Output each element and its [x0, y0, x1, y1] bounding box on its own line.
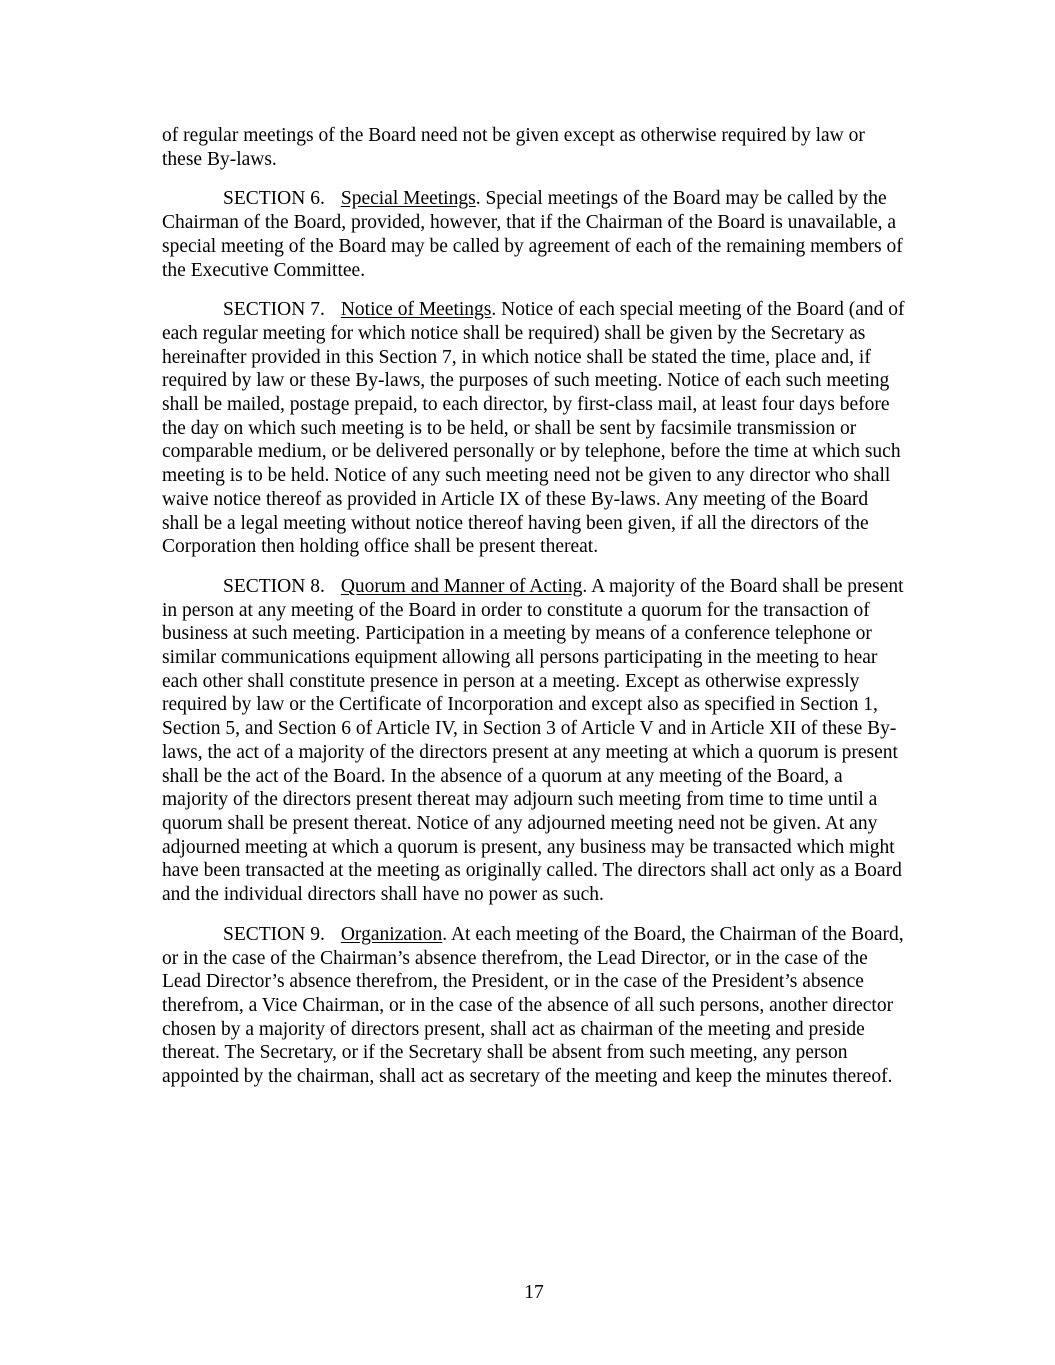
section-9-paragraph [162, 923, 907, 1089]
section-9-heading: Organization [340, 923, 443, 945]
section-6-body: . Special meetings of the Board may be called by the Chairman of the Board, provided, however, that if the Chairman of the Board is unavailable, a special meeting of the Board may be called by agreement of each of the remaining members of the Executive Committee. [162, 188, 903, 281]
page-number: 17 [524, 1282, 544, 1303]
section-8-heading: Quorum and Manner of Acting [340, 575, 583, 597]
section-9-label: SECTION 9. [223, 923, 325, 945]
section-8-label: SECTION 8. [223, 575, 325, 597]
section-7-label: SECTION 7. [223, 299, 325, 321]
continuation-paragraph: of regular meetings of the Board need not be given except as otherwise required by law or these By-laws. [162, 125, 865, 170]
section-8-paragraph [162, 575, 907, 907]
section-6-paragraph [162, 187, 907, 282]
section-6-heading: Special Meetings [340, 188, 476, 210]
section-7-body: . Notice of each special meeting of the Board (and of each regular meeting for which notice shall be required) shall be given by the Secretary as hereinafter provided in this Section 7, in which notice shall be stated the time, place and, if required by law or these By-laws, the purposes of such meeting. Notice of each such meeting shall be mailed, postage prepaid, to each director, by first-class mail, at least four days before the day on which such meeting is to be held, or shall be sent by facsimile transmission or comparable medium, or be delivered personally or by telephone, before the time at which such meeting is to be held. Notice of any such meeting need not be given to any director who shall waive notice thereof as provided in Article IX of these By-laws. Any meeting of the Board shall be a legal meeting without notice thereof having been given, if all the directors of the Corporation then holding office shall be present thereat. [162, 299, 905, 558]
section-6-label: SECTION 6. [223, 188, 325, 210]
document-page [162, 124, 907, 1105]
section-8-body: . A majority of the Board shall be present in person at any meeting of the Board in order to constitute a quorum for the transaction of business at such meeting. Participation in a meeting by means of a conference telephone or similar communications equipment allowing all persons participating in the meeting to hear each other shall constitute presence in person at a meeting. Except as otherwise expressly required by law or the Certificate of Incorporation and except also as specified in Section 1, Section 5, and Section 6 of Article IV, in Section 3 of Article V and in Article XII of these By-laws, the act of a majority of the directors present at any meeting at which a quorum is present shall be the act of the Board. In the absence of a quorum at any meeting of the Board, a majority of the directors present thereat may adjourn such meeting from time to time until a quorum shall be present thereat. Notice of any adjourned meeting need not be given. At any adjourned meeting at which a quorum is present, any business may be transacted which might have been transacted at the meeting as originally called. The directors shall act only as a Board and the individual directors shall have no power as such. [162, 575, 904, 906]
section-9-body: . At each meeting of the Board, the Chairman of the Board, or in the case of the Chairman’s absence therefrom, the Lead Director, or in the case of the Lead Director’s absence therefrom, the President, or in the case of the President’s absence therefrom, a Vice Chairman, or in the case of the absence of all such persons, another director chosen by a majority of directors present, shall act as chairman of the meeting and preside thereat. The Secretary, or if the Secretary shall be absent from such meeting, any person appointed by the chairman, shall act as secretary of the meeting and keep the minutes thereof. [162, 923, 904, 1088]
section-7-paragraph [162, 298, 907, 559]
section-7-heading: Notice of Meetings [340, 299, 492, 321]
